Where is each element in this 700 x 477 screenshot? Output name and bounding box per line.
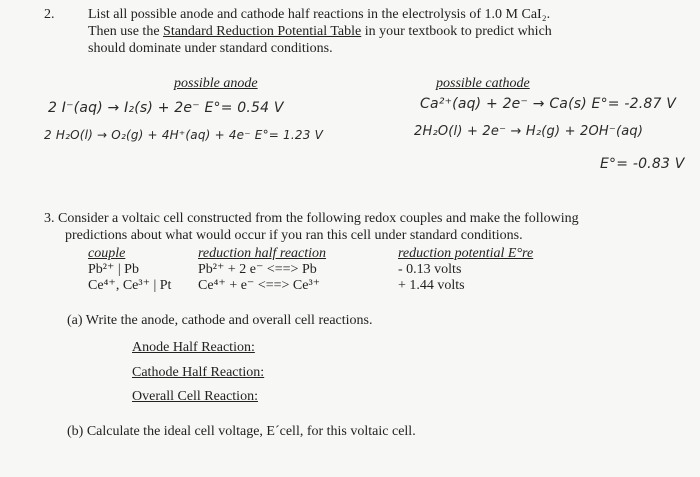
row-2-half-reaction: Ce⁴⁺ + e⁻ <==> Ce³⁺ bbox=[198, 278, 321, 293]
question-2-line-2-pre: Then use the bbox=[88, 24, 164, 39]
question-3-line-2: predictions about what would occur if you ran this cell under standard conditions. bbox=[65, 228, 523, 243]
possible-anode-header: possible anode bbox=[174, 76, 258, 91]
column-half-reaction-header: reduction half reaction bbox=[198, 246, 327, 261]
anode-reaction-1: 2 I⁻(aq) → I₂(s) + 2e⁻ E°= 0.54 V bbox=[48, 100, 284, 116]
cathode-reaction-2: 2H₂O(l) + 2e⁻ → H₂(g) + 2OH⁻(aq) bbox=[414, 124, 644, 139]
question-2-line-1: List all possible anode and cathode half reactions in the electrolysis of 1.0 M CaI₂. bbox=[88, 7, 551, 22]
row-1-couple: Pb²⁺ | Pb bbox=[88, 262, 139, 277]
row-2-potential: + 1.44 volts bbox=[398, 278, 465, 293]
column-reduction-potential-header: reduction potential E°re bbox=[398, 246, 534, 261]
question-3-line-1: 3. Consider a voltaic cell constructed from the following redox couples and make the following bbox=[44, 211, 579, 226]
row-2-couple: Ce⁴⁺, Ce³⁺ | Pt bbox=[88, 278, 172, 293]
cathode-half-reaction-label: Cathode Half Reaction: bbox=[132, 365, 265, 380]
part-a-prompt: (a) Write the anode, cathode and overall cell reactions. bbox=[67, 313, 373, 328]
question-2-number: 2. bbox=[44, 7, 55, 22]
question-2-line-2-post: in your textbook to predict which bbox=[361, 24, 552, 39]
row-1-potential: - 0.13 volts bbox=[398, 262, 462, 277]
anode-reaction-2: 2 H₂O(l) → O₂(g) + 4H⁺(aq) + 4e⁻ E°= 1.23 V bbox=[44, 128, 323, 142]
anode-half-reaction-label: Anode Half Reaction: bbox=[132, 340, 255, 355]
standard-reduction-table-link-text: Standard Reduction Potential Table bbox=[163, 24, 362, 39]
row-1-half-reaction: Pb²⁺ + 2 e⁻ <==> Pb bbox=[198, 262, 317, 277]
column-couple-header: couple bbox=[88, 246, 126, 261]
possible-cathode-header: possible cathode bbox=[436, 76, 530, 91]
part-b-prompt: (b) Calculate the ideal cell voltage, E´cell, for this voltaic cell. bbox=[67, 424, 416, 439]
overall-cell-reaction-label: Overall Cell Reaction: bbox=[132, 389, 258, 404]
question-2-line-3: should dominate under standard conditions. bbox=[88, 41, 333, 56]
cathode-reaction-2-potential: E°= -0.83 V bbox=[600, 156, 685, 172]
cathode-reaction-1: Ca²⁺(aq) + 2e⁻ → Ca(s) E°= -2.87 V bbox=[420, 96, 677, 112]
question-2-line-2 bbox=[88, 24, 552, 40]
